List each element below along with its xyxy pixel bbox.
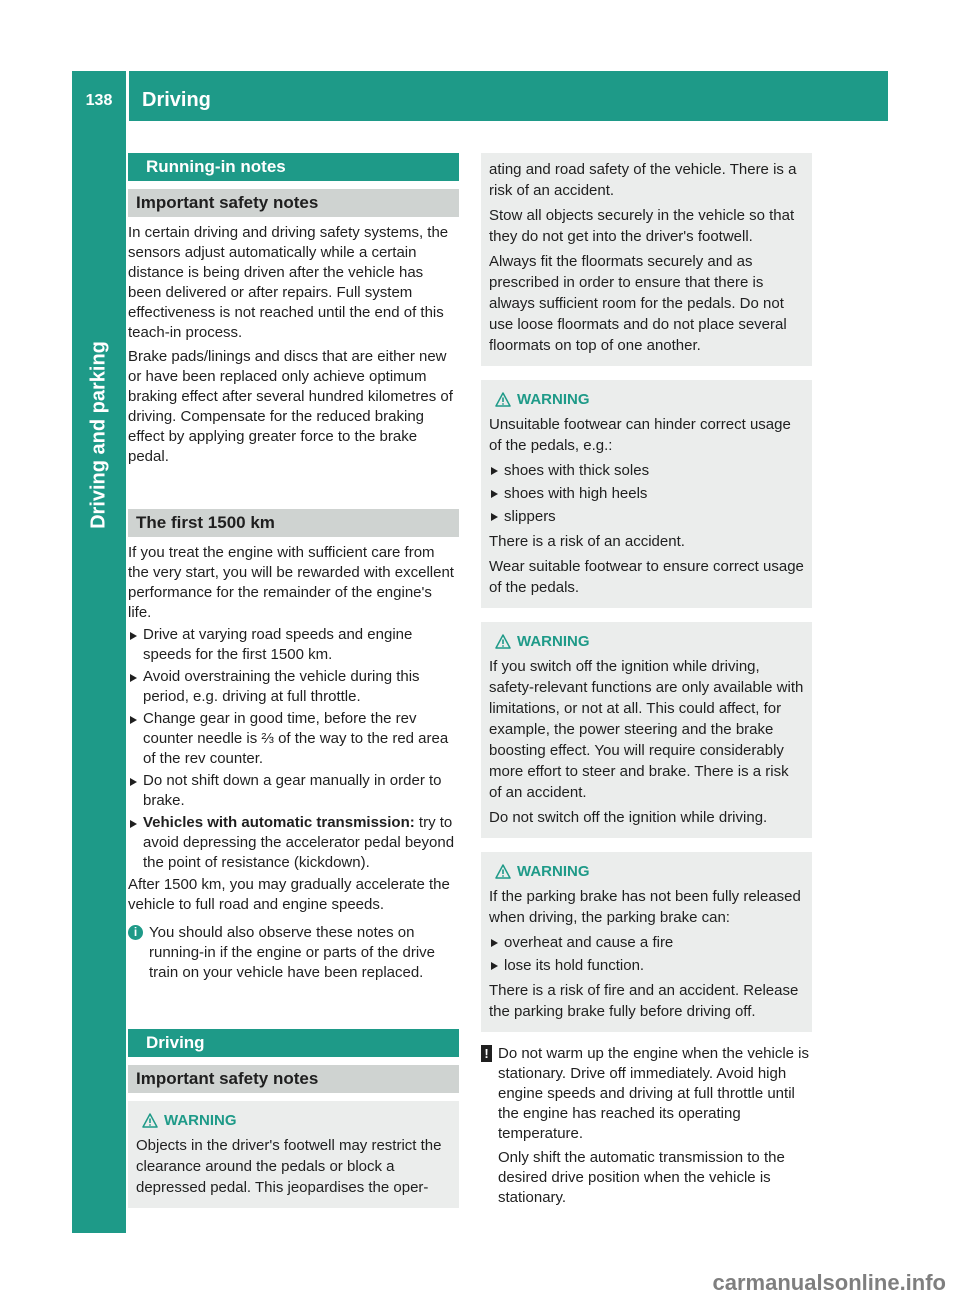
paragraph: Unsuitable footwear can hinder correct usage of the pedals, e.g.:: [489, 416, 791, 454]
warning-text: Objects in the driver's footwell may restrict the clearance around the pedals or block a depressed pedal. This jeopardises the oper-: [136, 1137, 442, 1196]
bullet-list: [489, 460, 804, 527]
paragraph: There is a risk of fire and an accident. Release the parking brake fully before driving off.: [489, 982, 799, 1020]
watermark: carmanualsonline.info: [712, 1270, 946, 1295]
paragraph: After 1500 km, you may gradually accelerate the vehicle to full road and engine speeds.: [128, 876, 450, 913]
right-column: [481, 153, 812, 1208]
warning-title: [136, 1109, 451, 1131]
warning-triangle-icon: [142, 1113, 158, 1128]
warning-box-continued: [481, 153, 812, 366]
warning-box-parking-brake: [481, 852, 812, 1032]
paragraph: If the parking brake has not been fully released when driving, the parking brake can:: [489, 888, 801, 926]
warning-label: WARNING: [517, 390, 590, 408]
section-heading-running-in: Running-in notes: [128, 153, 459, 181]
info-text: You should also observe these notes on running-in if the engine or parts of the drive train on your vehicle have been replaced.: [149, 924, 436, 981]
warning-title: [489, 630, 804, 652]
bullet-list: [128, 625, 459, 873]
list-item-text: try to avoid depressing the accelerator pedal beyond the point of resistance (kickdown).: [143, 814, 455, 871]
paragraph: Do not warm up the engine when the vehicle is stationary. Drive off immediately. Avoid high engine speeds and driving at full throttle until the engine has reached its operating temperature.: [498, 1045, 810, 1142]
header-divider: [126, 71, 129, 121]
page-number: 138: [85, 92, 113, 109]
info-note: [128, 923, 459, 983]
warning-title: [489, 388, 804, 410]
side-tab-label: Driving and parking: [87, 341, 110, 529]
list-item: Change gear in good time, before the rev counter needle is ⅔ of the way to the red area of the rev counter.: [128, 709, 459, 769]
warning-triangle-icon: [495, 392, 511, 407]
warning-box-footwear: [481, 380, 812, 608]
list-item: [128, 813, 459, 873]
left-column: [128, 153, 459, 1208]
subheading-safety-notes: Important safety notes: [128, 189, 459, 217]
paragraph: If you treat the engine with sufficient care from the very start, you will be rewarded with excellent performance for the remainder of the engine's life.: [128, 544, 454, 621]
chapter-title: Driving: [142, 89, 211, 111]
paragraph: Stow all objects securely in the vehicle so that they do not get into the driver's footwell.: [489, 207, 795, 245]
page-header: [72, 71, 888, 121]
paragraph: In certain driving and driving safety systems, the sensors adjust automatically while a certain distance is being driven after the vehicle has been delivered or after repairs. Full system effectiveness is not reached until the end of this teach-in process.: [128, 224, 449, 341]
section-heading-driving: Driving: [128, 1029, 459, 1057]
list-item: slippers: [489, 506, 804, 527]
warning-box: [128, 1101, 459, 1208]
bold-label: Vehicles with automatic transmission:: [143, 814, 415, 831]
paragraph: Wear suitable footwear to ensure correct usage of the pedals.: [489, 558, 804, 596]
subheading-safety-notes: Important safety notes: [128, 1065, 459, 1093]
warning-triangle-icon: [495, 634, 511, 649]
list-item: overheat and cause a fire: [489, 932, 804, 953]
warning-label: WARNING: [517, 862, 590, 880]
list-item: shoes with high heels: [489, 483, 804, 504]
info-icon: i: [128, 925, 143, 940]
warning-triangle-icon: [495, 864, 511, 879]
warning-label: WARNING: [164, 1111, 237, 1129]
paragraph: Always fit the floormats securely and as prescribed in order to ensure that there is always sufficient room for the pedals. Do not use loose floormats and do not place several floormats on top of one another.: [489, 253, 787, 354]
subheading-first-1500km: The first 1500 km: [128, 509, 459, 537]
warning-label: WARNING: [517, 632, 590, 650]
list-item: Avoid overstraining the vehicle during this period, e.g. driving at full throttle.: [128, 667, 459, 707]
list-item: Do not shift down a gear manually in order to brake.: [128, 771, 459, 811]
paragraph: Do not switch off the ignition while driving.: [489, 809, 768, 826]
exclamation-icon: !: [481, 1045, 492, 1062]
bullet-list: [489, 932, 804, 976]
paragraph: There is a risk of an accident.: [489, 533, 685, 550]
warning-box-ignition: [481, 622, 812, 838]
caution-note: [481, 1044, 812, 1208]
list-item: lose its hold function.: [489, 955, 804, 976]
paragraph: If you switch off the ignition while driving, safety-relevant functions are only available with limitations, or not at all. This could affect, for example, the power steering and the brake boosting effect. You will require considerably more effort to steer and brake. There is a risk of an accident.: [489, 658, 804, 801]
paragraph: Only shift the automatic transmission to the desired drive position when the vehicle is stationary.: [498, 1149, 785, 1206]
paragraph: ating and road safety of the vehicle. There is a risk of an accident.: [489, 161, 797, 199]
paragraph: Brake pads/linings and discs that are either new or have been replaced only achieve optimum braking effect after several hundred kilometres of driving. Compensate for the reduced braking effect by applying greater force to the brake pedal.: [128, 348, 453, 465]
warning-title: [489, 860, 804, 882]
side-tab: [72, 121, 126, 1233]
list-item: Drive at varying road speeds and engine speeds for the first 1500 km.: [128, 625, 459, 665]
list-item: shoes with thick soles: [489, 460, 804, 481]
